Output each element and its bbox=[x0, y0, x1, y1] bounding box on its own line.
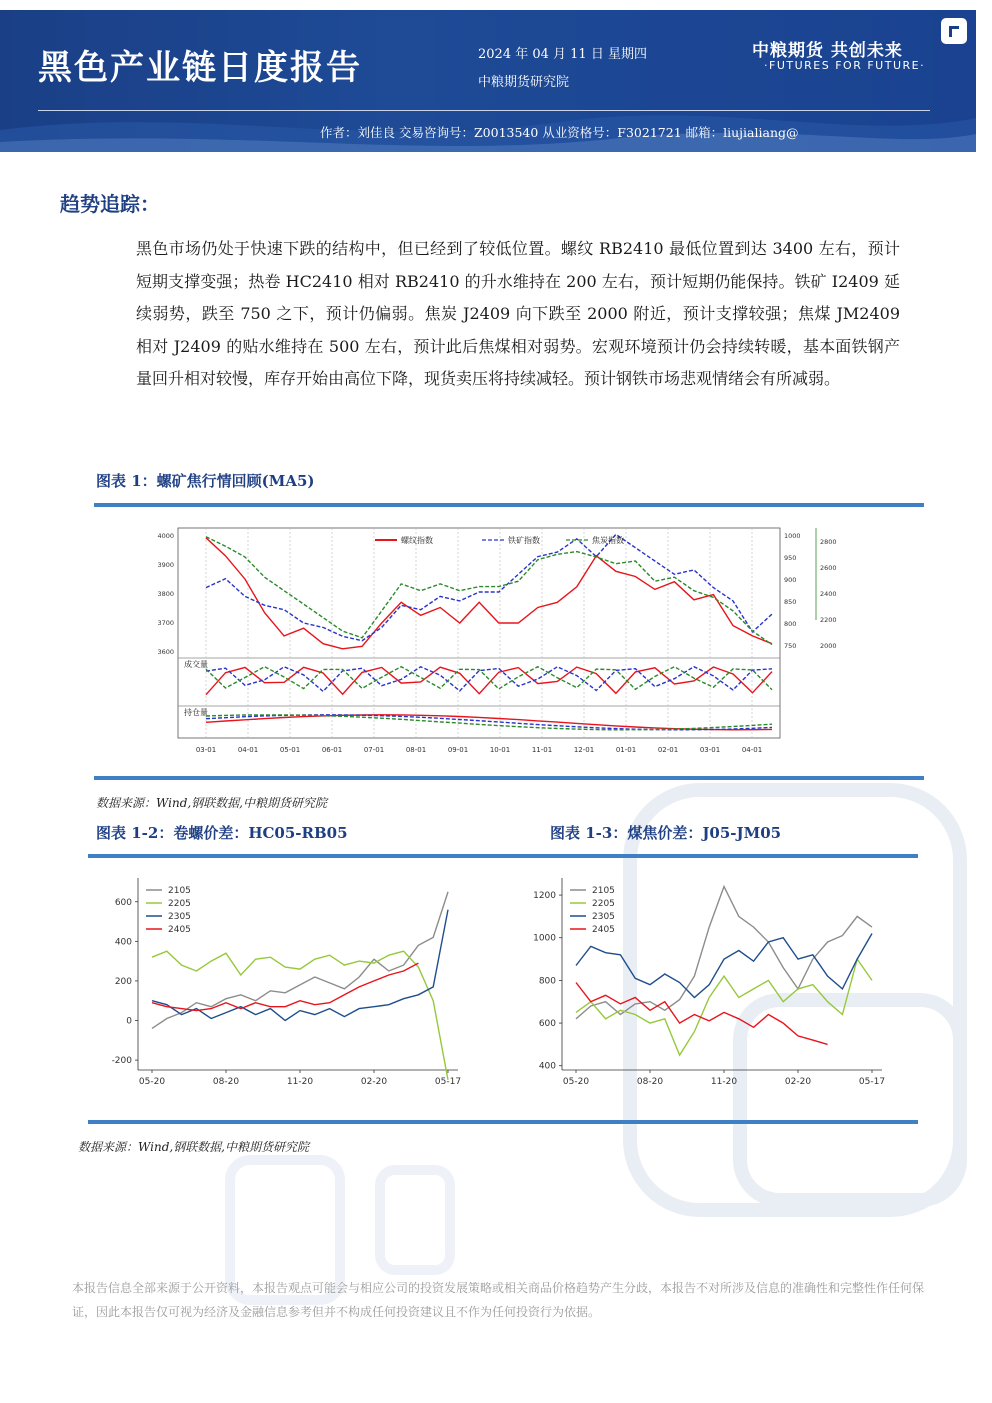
y-right-coke-tick-label: 2800 bbox=[820, 538, 837, 546]
y-left-tick-label: 3900 bbox=[157, 561, 174, 569]
figure1-bottom-rule bbox=[94, 776, 924, 780]
y-right-coke-tick-label: 2400 bbox=[820, 590, 837, 598]
institute-name: 中粮期货研究院 bbox=[478, 75, 570, 90]
coke-series-line bbox=[206, 537, 772, 645]
series-2305-line bbox=[576, 934, 872, 998]
x-tick-label: 01-01 bbox=[615, 746, 637, 754]
figure2-chart bbox=[96, 870, 476, 1110]
x-tick-label: 02-20 bbox=[784, 1077, 812, 1087]
y-left-tick-label: 3800 bbox=[157, 590, 174, 598]
y-left-tick-label: 3700 bbox=[157, 619, 174, 627]
figure2-bottom-rule bbox=[88, 1120, 918, 1124]
x-tick-label: 02-01 bbox=[657, 746, 679, 754]
series-2205-line bbox=[576, 959, 872, 1055]
figure1-title: 图表 1：螺矿焦行情回顾(MA5) bbox=[96, 472, 315, 490]
legend-label: 2205 bbox=[168, 899, 191, 909]
figure3-chart bbox=[520, 870, 900, 1110]
figure1-chart bbox=[140, 520, 837, 760]
x-tick-label: 12-01 bbox=[573, 746, 595, 754]
section-title: 趋势追踪： bbox=[60, 192, 160, 216]
y-tick-label: 400 bbox=[114, 937, 132, 948]
x-tick-label: 08-20 bbox=[212, 1077, 240, 1087]
legend-label: 2105 bbox=[592, 886, 615, 896]
legend-label: 2105 bbox=[168, 886, 191, 896]
y-right-iron-tick-label: 950 bbox=[784, 554, 797, 562]
legend-label: 2205 bbox=[592, 899, 615, 909]
legend-label: 铁矿指数 bbox=[508, 536, 540, 545]
x-tick-label: 06-01 bbox=[321, 746, 343, 754]
trend-paragraph-text: 黑色市场仍处于快速下跌的结构中，但已经到了较低位置。螺纹 RB2410 最低位置到达 3400 左右，预计短期支撑变强；热卷 HC2410 相对 RB2410 的升水维持在 200 左右，预计短期仍能保持。铁矿 I2409 延续弱势，跌至 750 之下，预计仍偏弱。焦炭 J2409 向下跌至 2000 附近，预计支撑较强；焦煤 JM2409 相对 J2409 的贴水维持在 500 左右，预计此后焦煤相对弱势。宏观环境预计仍会持续转暖，基本面铁钢产量回升相对较慢，库存开始由高位下降，现货卖压将持续减轻。预计钢铁市场悲观情绪会有所减弱。 bbox=[136, 239, 900, 388]
y-tick-label: -200 bbox=[111, 1056, 132, 1067]
y-tick-label: 0 bbox=[126, 1016, 132, 1027]
y-tick-label: 800 bbox=[538, 976, 556, 987]
legend-label: 2305 bbox=[168, 912, 191, 922]
plot-frame bbox=[178, 528, 780, 738]
rebar-series-line bbox=[206, 538, 772, 649]
x-tick-label: 05-17 bbox=[858, 1077, 886, 1087]
x-tick-label: 08-20 bbox=[636, 1077, 664, 1087]
figure1-top-rule bbox=[94, 503, 924, 507]
y-tick-label: 600 bbox=[538, 1019, 556, 1030]
x-tick-label: 04-01 bbox=[741, 746, 763, 754]
report-header bbox=[0, 10, 976, 152]
y-right-coke-tick-label: 2600 bbox=[820, 564, 837, 572]
x-tick-label: 10-01 bbox=[489, 746, 511, 754]
figure2-title: 图表 1-2：卷螺价差：HC05-RB05 bbox=[96, 824, 348, 842]
x-tick-label: 02-20 bbox=[360, 1077, 388, 1087]
x-tick-label: 05-17 bbox=[434, 1077, 462, 1087]
x-tick-label: 11-01 bbox=[531, 746, 553, 754]
figure1-source: 数据来源：Wind,钢联数据,中粮期货研究院 bbox=[96, 796, 328, 810]
y-tick-label: 1200 bbox=[533, 891, 556, 902]
brand-logo-cn: 中粮期货 共创未来 bbox=[752, 41, 903, 61]
figure3-title: 图表 1-3：煤焦价差：J05-JM05 bbox=[550, 824, 782, 842]
header-divider bbox=[38, 110, 930, 111]
y-tick-label: 200 bbox=[114, 976, 132, 987]
y-right-coke-tick-label: 2200 bbox=[820, 616, 837, 624]
logo-icon bbox=[941, 18, 967, 44]
legend-label: 焦炭指数 bbox=[592, 536, 624, 545]
x-tick-label: 03-01 bbox=[699, 746, 721, 754]
series-2105-line bbox=[576, 887, 872, 1019]
x-tick-label: 04-01 bbox=[237, 746, 259, 754]
x-tick-label: 05-20 bbox=[562, 1077, 590, 1087]
x-tick-label: 08-01 bbox=[405, 746, 427, 754]
y-right-iron-tick-label: 750 bbox=[784, 642, 797, 650]
disclaimer: 本报告信息全部来源于公开资料，本报告观点可能会与相应公司的投资发展策略或相关商品价格趋势产生分歧，本报告不对所涉及信息的准确性和完整性作任何保证，因此本报告仅可视为经济及金融信息参考但并不构成任何投资建议且不作为任何投资行为依据。 bbox=[72, 1281, 925, 1319]
open-interest-panel-label: 持仓量 bbox=[184, 708, 208, 717]
y-left-tick-label: 4000 bbox=[157, 532, 174, 540]
rebar-oi-line bbox=[206, 715, 772, 730]
figure2-source: 数据来源：Wind,钢联数据,中粮期货研究院 bbox=[78, 1140, 310, 1154]
iron-series-line bbox=[206, 534, 772, 640]
x-tick-label: 11-20 bbox=[710, 1077, 738, 1087]
legend-label: 2405 bbox=[168, 925, 191, 935]
brand-logo-en: ·FUTURES FOR FUTURE· bbox=[764, 59, 926, 72]
y-right-iron-tick-label: 850 bbox=[784, 598, 797, 606]
figure2-top-rule bbox=[88, 854, 918, 858]
x-tick-label: 07-01 bbox=[363, 746, 385, 754]
report-title: 黑色产业链日度报告 bbox=[38, 48, 362, 88]
y-right-coke-tick-label: 2000 bbox=[820, 642, 837, 650]
y-tick-label: 400 bbox=[538, 1061, 556, 1072]
y-tick-label: 600 bbox=[114, 897, 132, 908]
x-tick-label: 03-01 bbox=[195, 746, 217, 754]
y-right-iron-tick-label: 1000 bbox=[784, 532, 801, 540]
x-tick-label: 05-20 bbox=[138, 1077, 166, 1087]
trend-paragraph bbox=[96, 233, 900, 396]
volume-panel-label: 成交量 bbox=[184, 660, 208, 669]
report-date: 2024 年 04 月 11 日 星期四 bbox=[478, 47, 647, 62]
y-left-tick-label: 3600 bbox=[157, 648, 174, 656]
series-2405-line bbox=[152, 963, 418, 1011]
x-tick-label: 09-01 bbox=[447, 746, 469, 754]
author-info: 作者：刘佳良 交易咨询号：Z0013540 从业资格号：F3021721 邮箱：liujialiang@ bbox=[320, 125, 799, 140]
legend-label: 2305 bbox=[592, 912, 615, 922]
x-tick-label: 11-20 bbox=[286, 1077, 314, 1087]
y-right-iron-tick-label: 800 bbox=[784, 620, 797, 628]
y-right-iron-tick-label: 900 bbox=[784, 576, 797, 584]
x-tick-label: 05-01 bbox=[279, 746, 301, 754]
y-tick-label: 1000 bbox=[533, 933, 556, 944]
legend-label: 2405 bbox=[592, 925, 615, 935]
rebar-volume-line bbox=[206, 667, 772, 695]
legend-label: 螺纹指数 bbox=[401, 536, 433, 545]
